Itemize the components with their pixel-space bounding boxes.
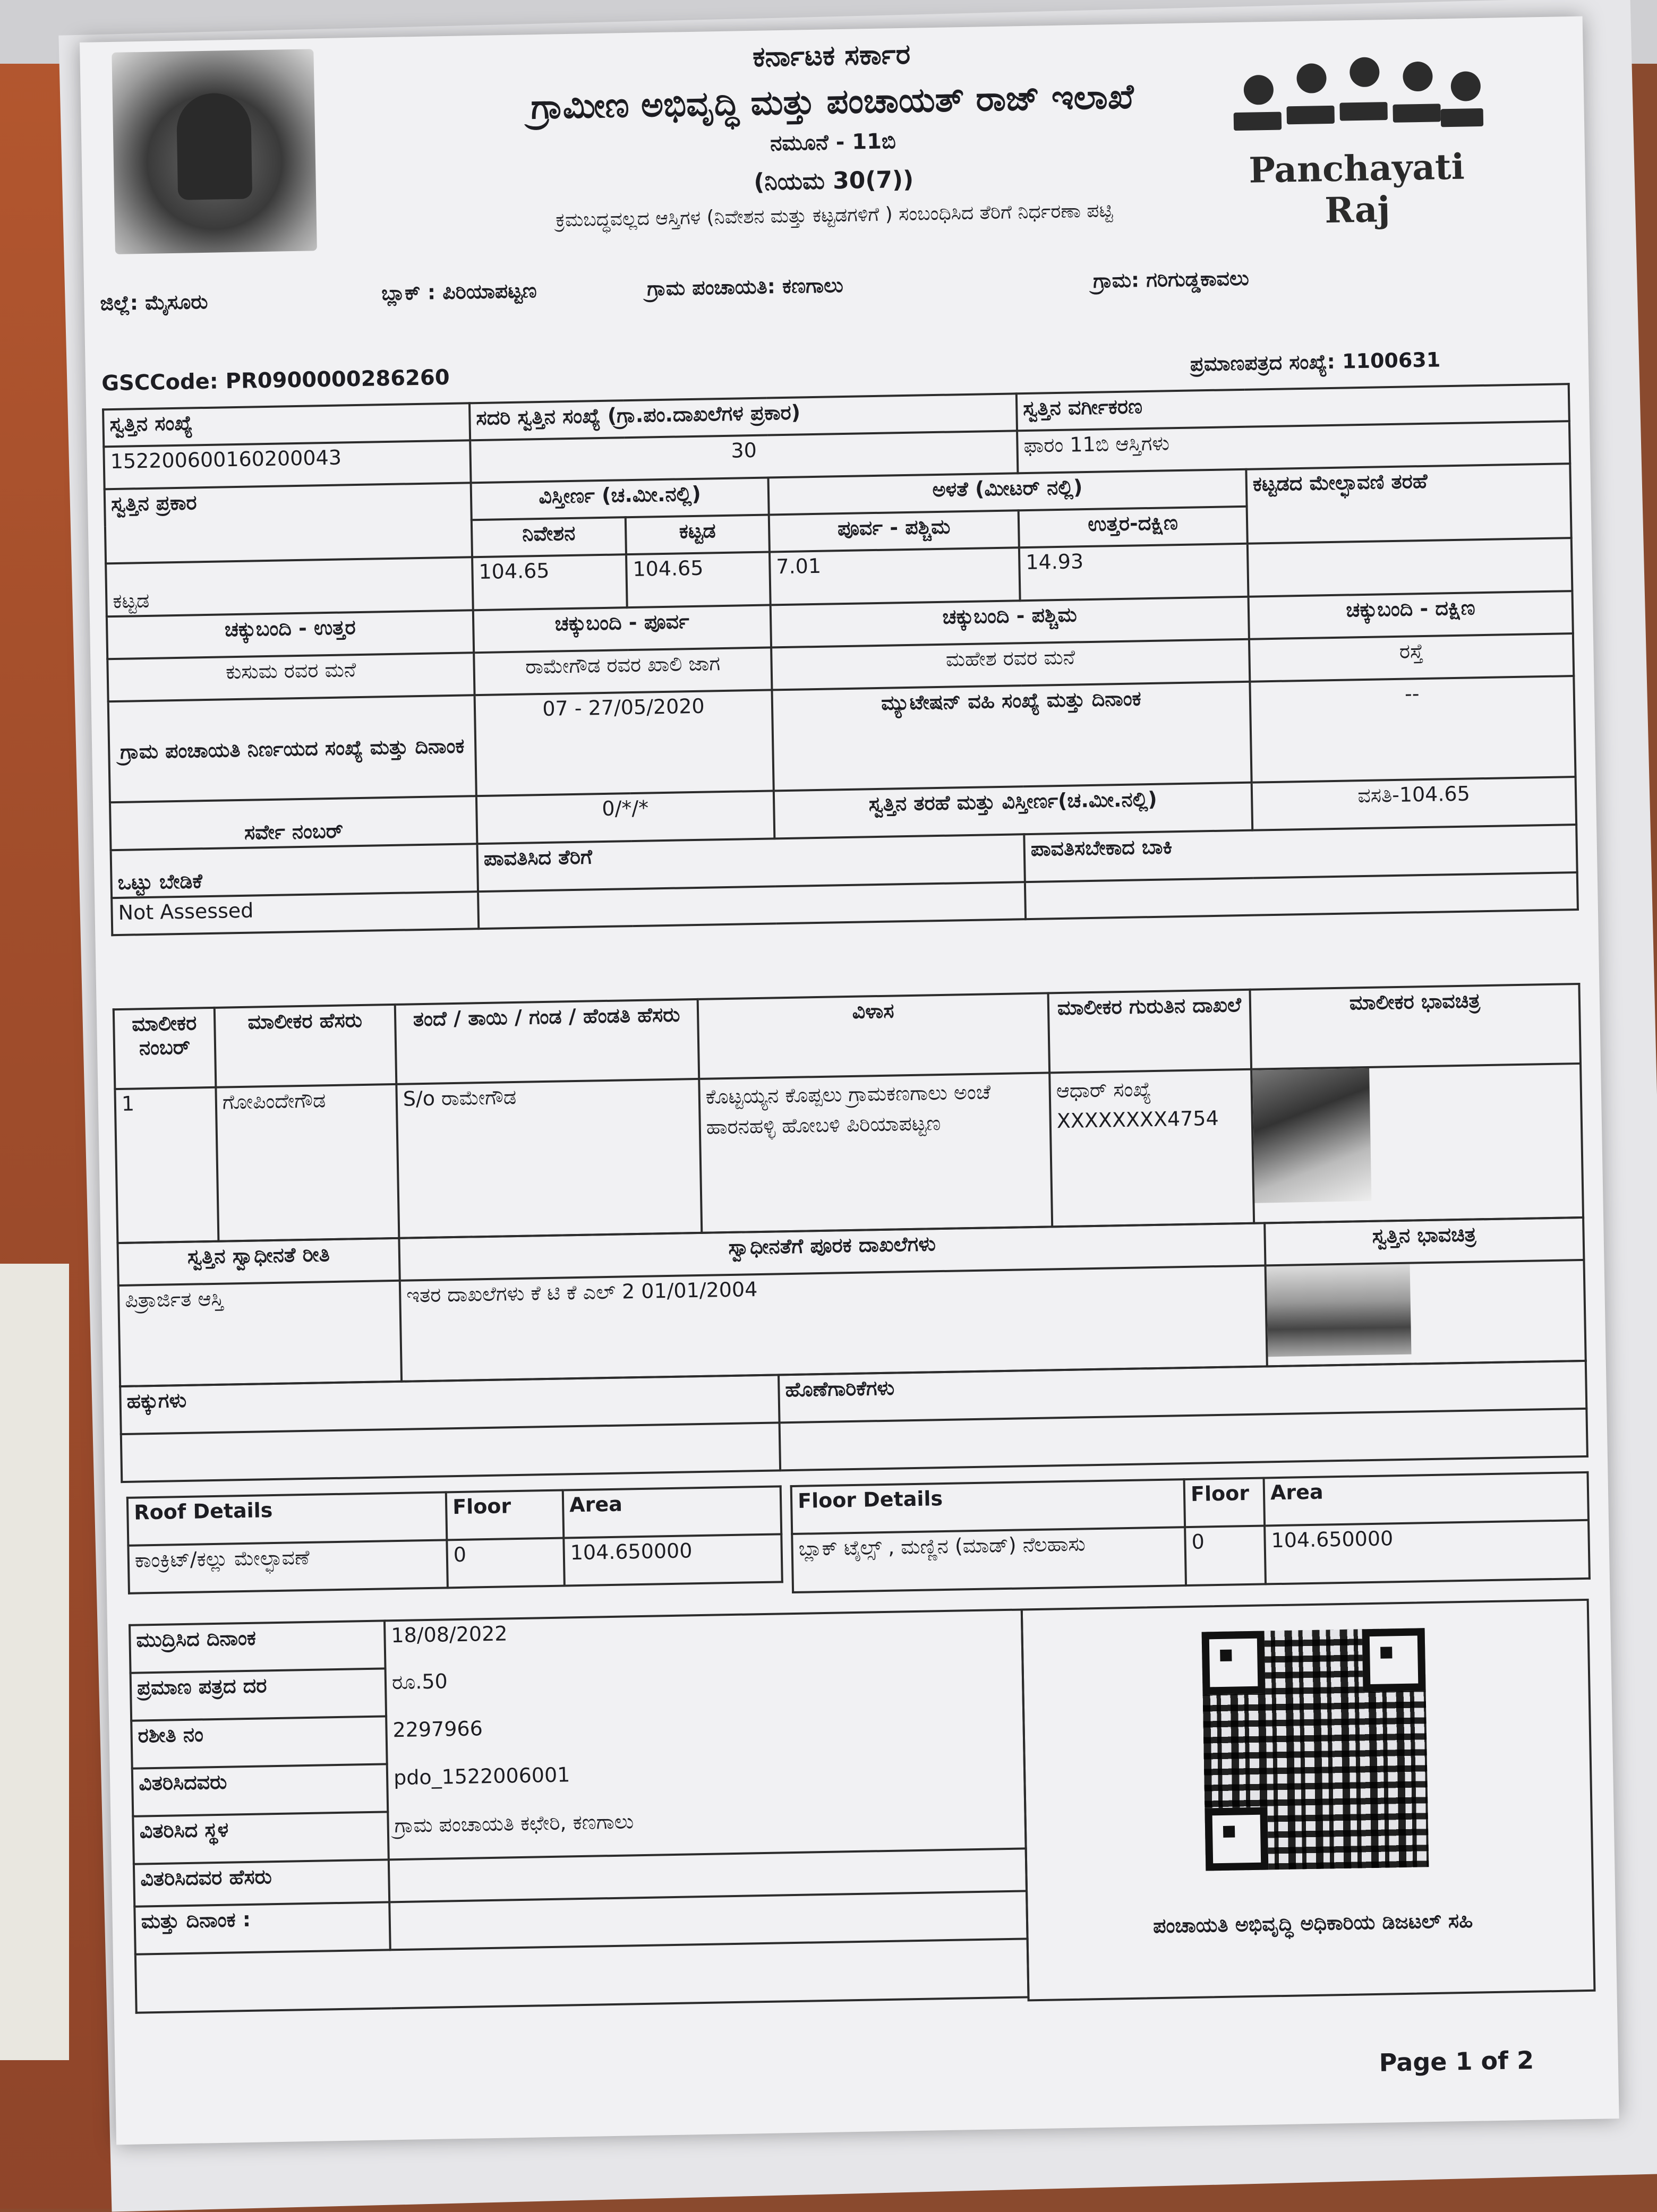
- logo-text: Panchayati Raj: [1248, 145, 1465, 232]
- mutation-value: --: [1250, 676, 1575, 783]
- header-property-photo: ಸ್ವತ್ತಿನ ಭಾವಚಿತ್ರ: [1265, 1218, 1584, 1265]
- header-subtitle: ಕ್ರಮಬದ್ಧವಲ್ಲದ ಆಸ್ತಿಗಳ (ನಿವೇಶನ ಮತ್ತು ಕಟ್ಟಡಗಳಿಗೆ ) ಸಂಬಂಧಿಸಿದ ತೆರಿಗೆ ನಿರ್ಧರಣಾ ಪಟ್ಟಿ: [555, 200, 1113, 232]
- header-owner-number: ಮಾಲೀಕರ ನಂಬರ್: [114, 1008, 216, 1089]
- header-floor-floor: Floor: [1184, 1478, 1265, 1528]
- owner-photo-cell: [1251, 1064, 1583, 1223]
- fee: ರೂ.50: [386, 1657, 1023, 1716]
- owner-address: ಕೊಟ್ಟಯ್ಯನ ಕೊಪ್ಪಲು ಗ್ರಾಮಕಣಗಾಲು ಅಂಚೆ ಹಾರನಹಳ್ಳಿ ಹೋಬಳಿ ಪಿರಿಯಾಪಟ್ಟಣ: [699, 1073, 1052, 1232]
- registry-number: 30: [470, 431, 1018, 483]
- property-table: [102, 383, 1579, 936]
- header-site: ನಿವೇಶನ: [472, 517, 626, 557]
- roof-floor: 0: [447, 1538, 565, 1588]
- north-south-length: 14.93: [1019, 544, 1249, 601]
- owner-id-value: XXXXXXXX4754: [1056, 1106, 1219, 1133]
- ownership-mode: ಪಿತ್ರಾರ್ಜಿತ ಆಸ್ತಿ: [118, 1281, 402, 1386]
- header-north-south: ಉತ್ತರ-ದಕ್ಷಿಣ: [1019, 507, 1248, 547]
- owner-id-type: ಆಧಾರ್ ಸಂಖ್ಯೆ: [1056, 1077, 1152, 1103]
- header-tax-paid: ಪಾವತಿಸಿದ ತೆರಿಗೆ: [477, 834, 1024, 891]
- header-tax-due: ಪಾವತಿಸಬೇಕಾದ ಬಾಕಿ: [1024, 825, 1577, 882]
- roof-details-table: [126, 1485, 783, 1594]
- header-rights: ಹಕ್ಕುಗಳು: [120, 1375, 779, 1434]
- digital-signature-label: ಪಂಚಾಯತಿ ಅಭಿವೃದ್ಧಿ ಅಧಿಕಾರಿಯ ಡಿಜಟಲ್ ಸಹಿ: [1152, 1908, 1473, 1938]
- header-id-document: ಮಾಲೀಕರ ಗುರುತಿನ ದಾಖಲೆ: [1048, 990, 1252, 1073]
- owner-number: 1: [115, 1087, 218, 1243]
- header-printed-date: ಮುದ್ರಿಸಿದ ದಿನಾಂಕ: [130, 1621, 385, 1673]
- header-resolution: ಗ್ರಾಮ ಪಂಚಾಯತಿ ನಿರ್ಣಯದ ಸಂಖ್ಯೆ ಮತ್ತು ದಿನಾಂಕ: [108, 695, 476, 802]
- owner-relation: S/o ರಾಮೇಗೌಡ: [396, 1079, 702, 1238]
- site-area: 104.65: [472, 554, 627, 610]
- header-issuer: ವಿತರಿಸಿದವರು: [132, 1764, 388, 1816]
- issue-table: [129, 1608, 1030, 2013]
- page-number: Page 1 of 2: [1379, 2045, 1534, 2077]
- property-photo: [1267, 1264, 1412, 1357]
- header-rule: (ನಿಯಮ 30(7)): [753, 166, 914, 196]
- header-issue-place: ವಿತರಿಸಿದ ಸ್ಥಳ: [133, 1812, 388, 1864]
- side-paper-strip: [0, 1264, 69, 2060]
- header-fee: ಪ್ರಮಾಣ ಪತ್ರದ ದರ: [131, 1668, 386, 1720]
- east-west-length: 7.01: [770, 547, 1020, 605]
- usage-area: ವಸತಿ-104.65: [1252, 777, 1576, 830]
- header-government: ಕರ್ನಾಟಕ ಸರ್ಕಾರ: [752, 38, 911, 73]
- header-total-demand: ಒಟ್ಟು ಬೇಡಿಕೆ: [111, 844, 478, 898]
- floor-area: 104.650000: [1265, 1520, 1590, 1584]
- header-department: ಗ್ರಾಮೀಣ ಅಭಿವೃದ್ಧಿ ಮತ್ತು ಪಂಚಾಯತ್ ರಾಜ್ ಇಲಾಖೆ: [530, 77, 1134, 127]
- boundary-east: ರಾಮೇಗೌಡ ರವರ ಖಾಲಿ ಜಾಗ: [474, 647, 772, 695]
- header-roof-details: Roof Details: [127, 1492, 447, 1545]
- resolution-value: 07 - 27/05/2020: [475, 690, 774, 796]
- header-classification: ಸ್ವತ್ತಿನ ವರ್ಗೀಕರಣ: [1017, 384, 1569, 431]
- roof-description: ಕಾಂಕ್ರಿಟ್/ಕಲ್ಲು ಮೇಲ್ಛಾವಣೆ: [128, 1540, 447, 1593]
- roof-area: 104.650000: [563, 1534, 782, 1585]
- classification: ಫಾರಂ 11ಬಿ ಆಸ್ತಿಗಳು: [1017, 421, 1570, 473]
- header-ownership-docs: ಸ್ವಾಧೀನತೆಗೆ ಪೂರಕ ದಾಖಲೆಗಳು: [399, 1223, 1265, 1280]
- header-address: ವಿಳಾಸ: [698, 993, 1050, 1078]
- property-photo-cell: [1266, 1260, 1586, 1366]
- block: ಬ್ಲಾಕ್ : ಪಿರಿಯಾಪಟ್ಟಣ: [381, 279, 537, 305]
- building-area: 104.65: [626, 552, 771, 607]
- header-ownership-mode: ಸ್ವತ್ತಿನ ಸ್ವಾಧೀನತೆ ರೀತಿ: [117, 1238, 399, 1285]
- issuer: pdo_1522006001: [387, 1753, 1025, 1812]
- certificate-number: ಪ್ರಮಾಣಪತ್ರದ ಸಂಖ್ಯೆ: 1100631: [1190, 348, 1441, 376]
- header-building: ಕಟ್ಟಡ: [626, 515, 770, 554]
- district: ಜಿಲ್ಲೆ: ಮೈಸೂರು: [100, 289, 208, 315]
- header-survey-number: ಸರ್ವೇ ನಂಬರ್: [110, 796, 477, 850]
- ownership-docs: ಇತರ ದಾಖಲೆಗಳು ಕೆ ಟಿ ಕೆ ಎಲ್ 2 01/01/2004: [400, 1265, 1267, 1381]
- header-liabilities: ಹೊಣೆಗಾರಿಕೆಗಳು: [779, 1361, 1586, 1423]
- header-boundary-west: ಚಕ್ಕುಬಂದಿ - ಪಶ್ಚಿಮ: [771, 597, 1249, 648]
- village: ಗ್ರಾಮ: ಗರಿಗುಡ್ಡಕಾವಲು: [1092, 266, 1250, 293]
- printed-date: 18/08/2022: [385, 1609, 1022, 1668]
- owners-table: [113, 983, 1584, 1244]
- header-mutation: ಮ್ಯುಟೇಷನ್ ವಹಿ ಸಂಖ್ಯೆ ಮತ್ತು ದಿನಾಂಕ: [772, 682, 1251, 791]
- header-floor-details: Floor Details: [791, 1479, 1185, 1534]
- header-usage-area: ಸ್ವತ್ತಿನ ತರಹೆ ಮತ್ತು ವಿಸ್ತೀರ್ಣ(ಚ.ಮೀ.ನಲ್ಲಿ): [774, 783, 1252, 839]
- header-roof-type: ಕಟ್ಟಡದ ಮೇಲ್ಛಾವಣಿ ತರಹೆ: [1246, 464, 1571, 544]
- floor-floor: 0: [1185, 1525, 1266, 1585]
- document-page: [80, 16, 1619, 2145]
- header-east-west: ಪೂರ್ವ - ಪಶ್ಚಿಮ: [769, 510, 1019, 552]
- receipt: 2297966: [386, 1705, 1024, 1764]
- header-property-type: ಸ್ವತ್ತಿನ ಪ್ರಕಾರ: [105, 483, 472, 563]
- roof-type: [1248, 538, 1573, 597]
- header-property-number: ಸ್ವತ್ತಿನ ಸಂಖ್ಯೆ: [103, 403, 470, 447]
- boundary-north: ಕುಸುಮ ರವರ ಮನೆ: [107, 653, 474, 701]
- header-registry-number: ಸದರಿ ಸ್ವತ್ತಿನ ಸಂಖ್ಯೆ (ಗ್ರಾ.ಪಂ.ದಾಖಲೆಗಳ ಪ್ರಕಾರ): [469, 393, 1017, 440]
- header-measurement: ಅಳತೆ (ಮೀಟರ್ ನಲ್ಲಿ): [768, 469, 1246, 515]
- issue-place: ಗ್ರಾಮ ಪಂಚಾಯತಿ ಕಛೇರಿ, ಕಣಗಾಲು: [388, 1801, 1026, 1859]
- panchayati-raj-logo: [1222, 50, 1490, 232]
- header-area: ವಿಸ್ತೀರ್ಣ (ಚ.ಮೀ.ನಲ್ಲಿ): [471, 477, 769, 520]
- owner-photo: [1252, 1068, 1371, 1203]
- header-roof-area: Area: [563, 1486, 782, 1538]
- gram-panchayat: ಗ್ರಾಮ ಪಂಚಾಯತಿ: ಕಣಗಾಲು: [646, 273, 844, 301]
- survey-number: 0/*/*: [476, 791, 774, 844]
- header-relation: ತಂದೆ / ತಾಯಿ / ಗಂಡ / ಹೆಂಡತಿ ಹೆಸರು: [395, 999, 699, 1084]
- boundary-south: ರಸ್ತೆ: [1249, 633, 1574, 682]
- owner-name: ಗೋಪಿಂದೇಗೌಡ: [216, 1084, 399, 1241]
- qr-code: [1202, 1628, 1429, 1871]
- header-date: ಮತ್ತು ದಿನಾಂಕ :: [134, 1902, 390, 1954]
- header-floor-area: Area: [1264, 1472, 1588, 1526]
- header-roof-floor: Floor: [446, 1490, 564, 1540]
- property-number: 152200600160200043: [104, 440, 471, 489]
- ownership-table: [116, 1216, 1586, 1387]
- header-boundary-north: ಚಕ್ಕುಬಂದಿ - ಉತ್ತರ: [107, 610, 474, 659]
- gsc-code: GSCCode: PR0900000286260: [101, 365, 450, 396]
- boundary-west: ಮಹೇಶ ರವರ ಮನೆ: [771, 639, 1250, 690]
- header-boundary-south: ಚಕ್ಕುಬಂದಿ - ದಕ್ಷಿಣ: [1249, 591, 1573, 639]
- header-form: ನಮೂನೆ - 11ಬಿ: [770, 129, 896, 156]
- owner-id: [1049, 1069, 1254, 1227]
- total-demand: Not Assessed: [112, 891, 479, 935]
- floor-description: ಬ್ಲಾಕ್ ಟೈಲ್ಸ್ , ಮಣ್ಣಿನ (ಮಾಡ್) ನೆಲಹಾಸು: [792, 1527, 1186, 1592]
- header-boundary-east: ಚಕ್ಕುಬಂದಿ - ಪೂರ್ವ: [473, 605, 771, 653]
- header-owner-photo: ಮಾಲೀಕರ ಭಾವಚಿತ್ರ: [1250, 984, 1581, 1069]
- header-receipt: ರಶೀತಿ ನಂ: [131, 1716, 387, 1768]
- header-issuer-name: ವಿತರಿಸಿದವರ ಹೆಸರು: [134, 1859, 389, 1906]
- floor-details-table: [790, 1471, 1591, 1593]
- header-owner-name: ಮಾಲೀಕರ ಹೆಸರು: [215, 1005, 397, 1087]
- property-type: ಕಟ್ಟಡ: [106, 557, 473, 616]
